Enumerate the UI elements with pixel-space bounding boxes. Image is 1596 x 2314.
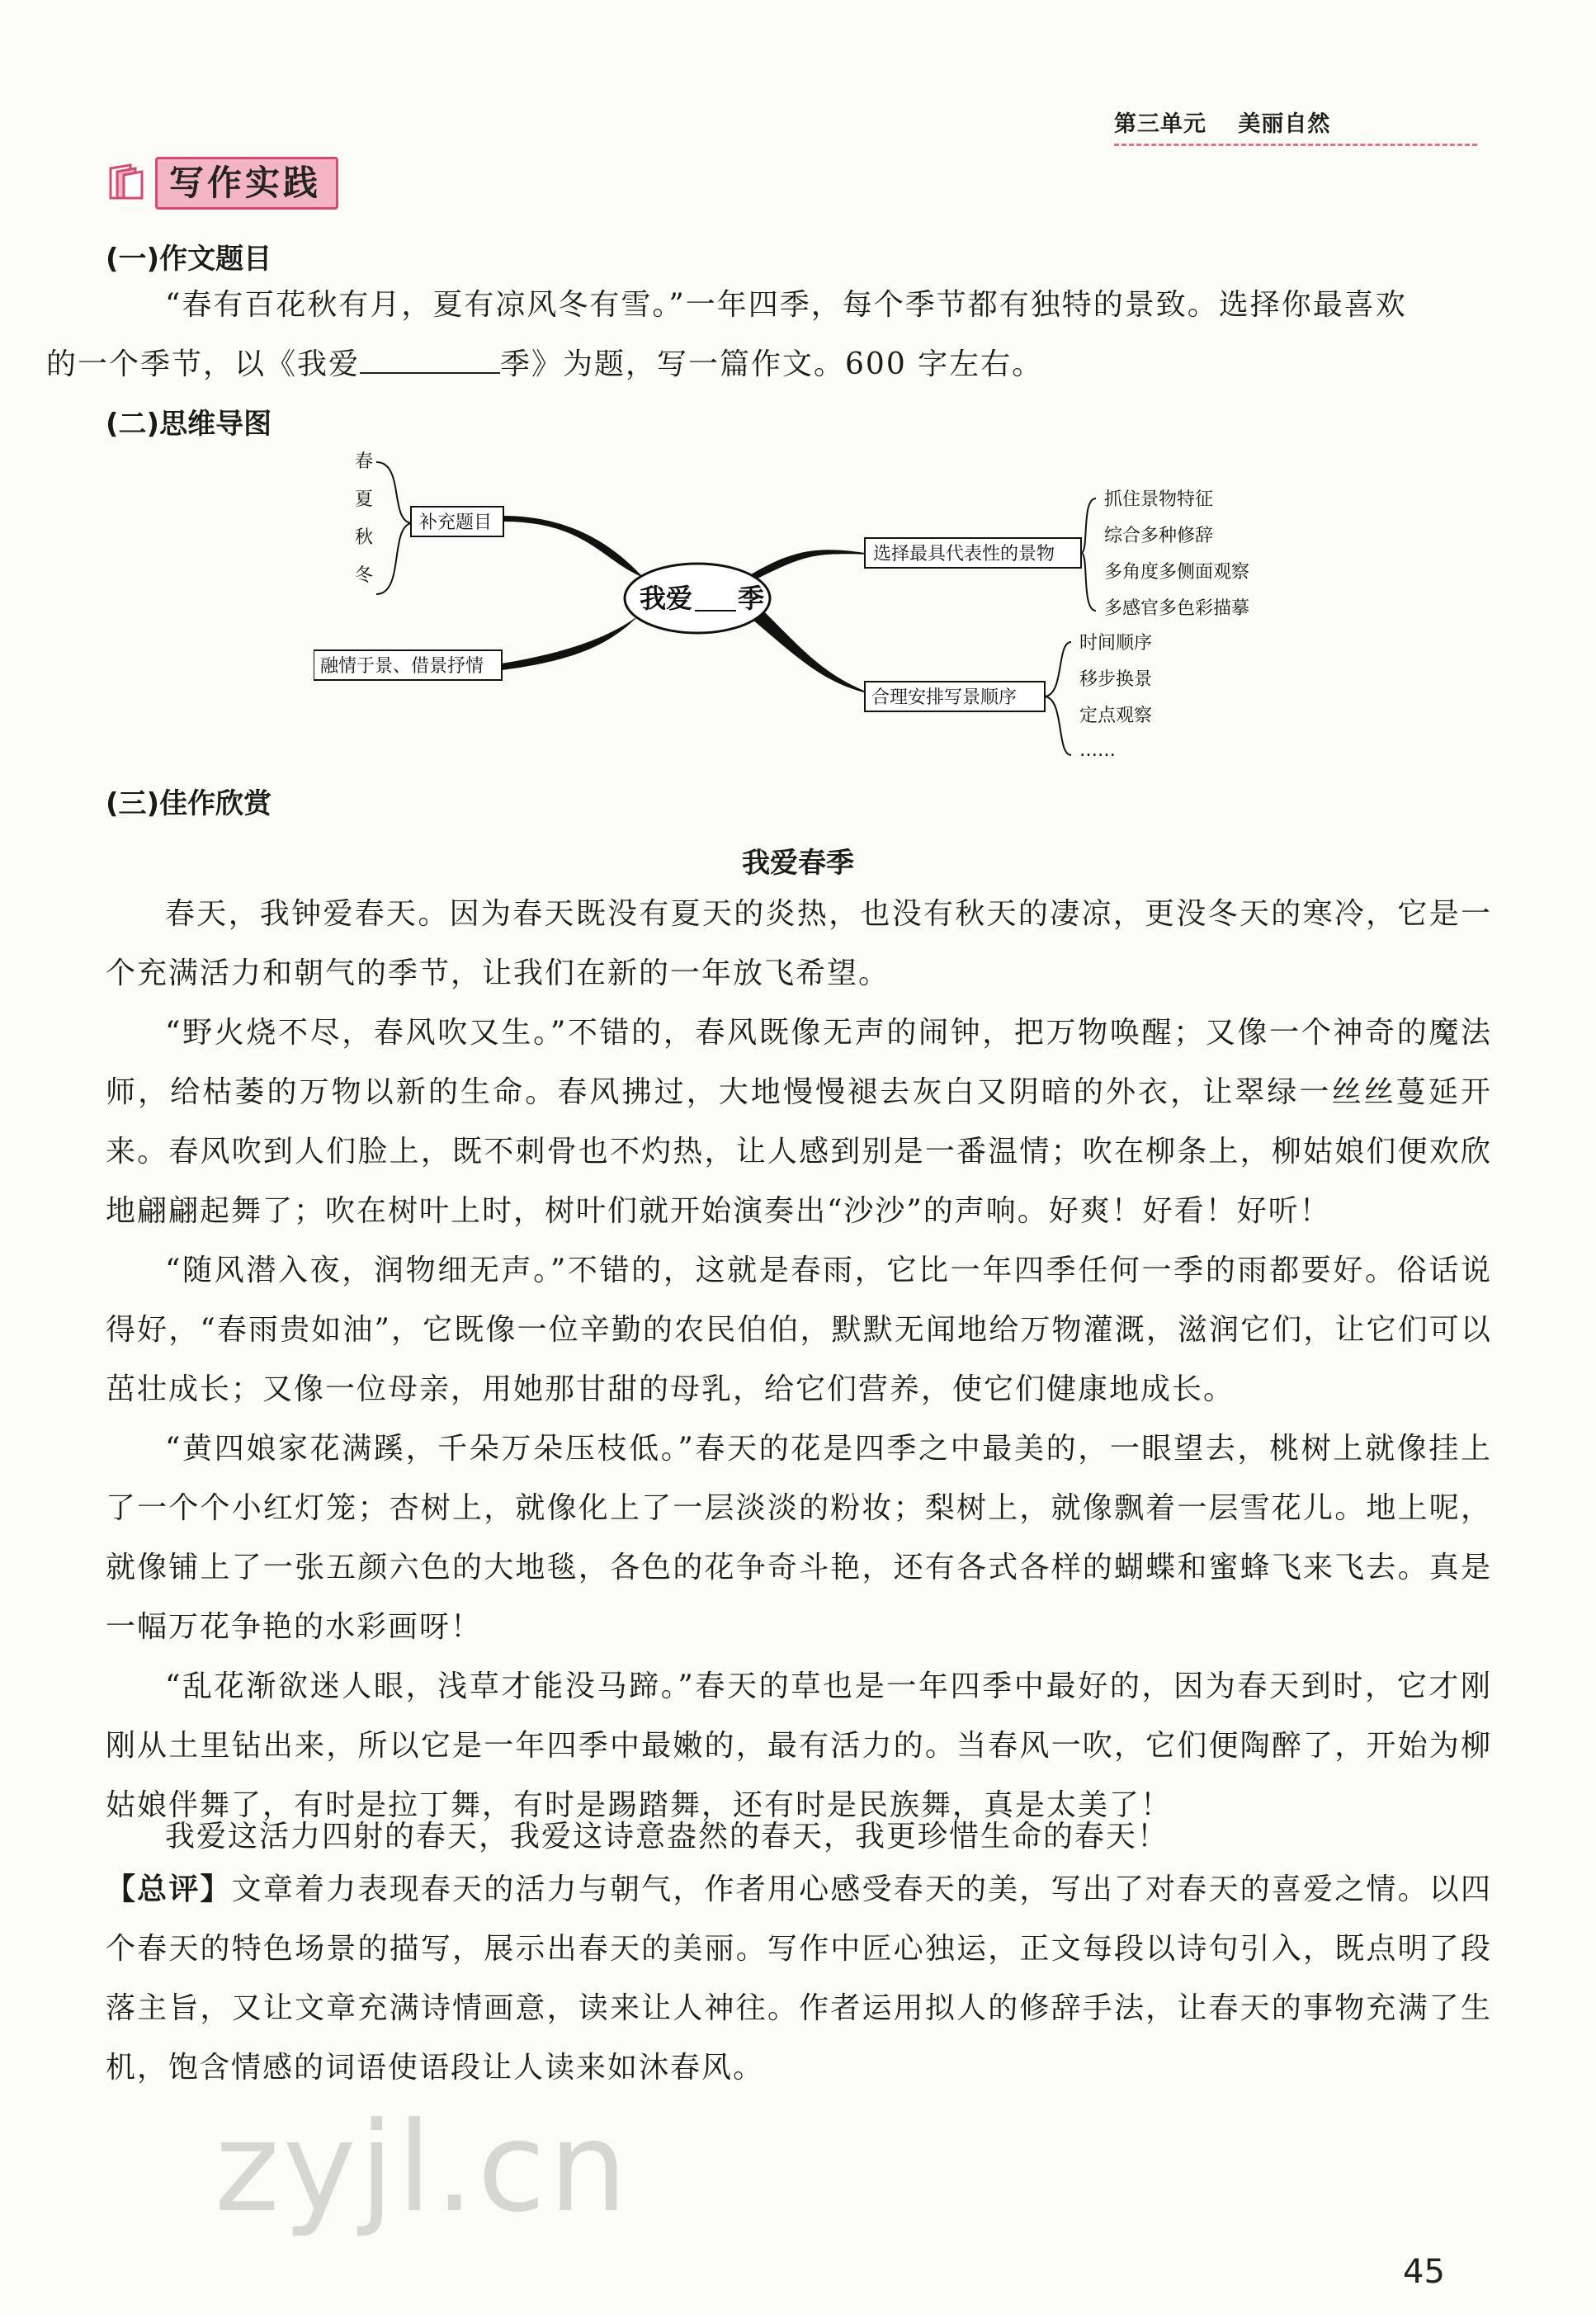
unit-theme: 美丽自然 [1238, 111, 1331, 137]
select-label: 选择最具代表性的景物 [873, 544, 1055, 564]
unit-header [1114, 106, 1477, 146]
topic-line-1: “春有百花秋有月，夏有凉风冬有雪。”一年四季，每个季节都有独特的景致。选择你最喜欢 [165, 288, 1407, 322]
topic-heading: (一)作文题目 [106, 243, 272, 276]
mindmap-heading: (二)思维导图 [106, 408, 272, 441]
arrange-label: 合理安排写景顺序 [871, 687, 1018, 708]
select-item-2: 综合多种修辞 [1104, 526, 1214, 546]
essay-paragraph-5: “乱花渐欲迷人眼，浅草才能没马蹄。”春天的草也是一年四季中最好的，因为春天到时，它才刚刚从土里钻出来，所以它是一年四季中最嫩的，最有活力的。当春风一吹，它们便陶醉了，开始为柳姑娘伴舞了，有时是拉丁舞，有时是踢踏舞，还有时是民族舞，真是太美了！ [106, 1669, 1492, 1822]
center-label-a: 我爱 [640, 583, 693, 614]
watermark: zyjl.cn [215, 2096, 631, 2240]
order-item-1: 时间顺序 [1079, 633, 1153, 654]
section-title: 写作实践 [155, 157, 338, 210]
page-number: 45 [1403, 2253, 1445, 2291]
comment-text: 文章着力表现春天的活力与朝气，作者用心感受春天的美，写出了对春天的喜爱之情。以四个春天的特色场景的描写，展示出春天的美丽。写作中匠心独运，正文每段以诗句引入，既点明了段落主旨，又让文章充满诗情画意，读来让人神往。作者运用拟人的修辞手法，让春天的事物充满了生机，饱含情感的词语使语段让人读来如沐春风。 [106, 1872, 1492, 2085]
season-4: 冬 [355, 565, 374, 586]
select-item-4: 多感官多色彩描摹 [1104, 598, 1250, 619]
supplement-label: 补充题目 [419, 512, 493, 533]
mind-map [314, 437, 1304, 767]
comment-tag: 【总评】 [106, 1872, 232, 1906]
order-item-4: …… [1079, 740, 1116, 761]
select-item-3: 多角度多侧面观察 [1104, 562, 1250, 583]
topic-text [46, 276, 1492, 394]
season-bracket-lower [376, 523, 411, 594]
topic-line-2b: 季》为题，写一篇作文。600 字左右。 [500, 347, 1044, 381]
select-item-1: 抓住景物特征 [1104, 489, 1214, 510]
overall-comment [106, 1860, 1492, 2098]
essay-paragraph-4: “黄四娘家花满蹊，千朵万朵压枝低。”春天的花是四季之中最美的，一眼望去，桃树上就像挂上了一个个小红灯笼；杏树上，就像化上了一层淡淡的粉妆；梨树上，就像飘着一层雪花儿。地上呢，就像铺上了一张五颜六色的大地毯，各色的花争奇斗艳，还有各式各样的蝴蝶和蜜蜂飞来飞去。真是一幅万花争艳的水彩画呀！ [106, 1432, 1492, 1644]
unit-number: 第三单元 [1114, 111, 1206, 137]
title-blank [360, 346, 500, 374]
season-3: 秋 [355, 527, 374, 548]
select-bracket [1081, 498, 1096, 611]
season-1: 春 [355, 451, 374, 472]
branch-select [743, 550, 875, 579]
essay-paragraph-3: “随风潜入夜，润物细无声。”不错的，这就是春雨，它比一年四季任何一季的雨都要好。俗话说得好，“春雨贵如油”，它既像一位辛勤的农民伯伯，默默无闻地给万物灌溉，滋润它们，让它们可以茁壮成长；又像一位母亲，用她那甘甜的母乳，给它们营养，使它们健康地成长。 [106, 1254, 1492, 1406]
topic-line-2a: 的一个季节，以《我爱 [46, 347, 361, 381]
season-bracket [376, 462, 411, 523]
center-label-b: 季 [738, 583, 765, 614]
season-2: 夏 [355, 489, 374, 510]
branch-supplement [503, 516, 644, 578]
section-badge [106, 157, 353, 205]
arrange-bracket [1045, 642, 1071, 755]
order-item-2: 移步换景 [1079, 669, 1153, 690]
essay-title: 我爱春季 [742, 847, 854, 880]
branch-arrange [747, 607, 875, 695]
order-item-3: 定点观察 [1079, 706, 1153, 726]
blend-label: 融情于景、借景抒情 [320, 656, 484, 677]
essay-paragraph-2: “野火烧不尽，春风吹又生。”不错的，春风既像无声的闹钟，把万物唤醒；又像一个神奇的魔法师，给枯萎的万物以新的生命。春风拂过，大地慢慢褪去灰白又阴暗的外衣，让翠绿一丝丝蔓延开来。春风吹到人们脸上，既不刺骨也不灼热，让人感到别是一番温情；吹在柳条上，柳姑娘们便欢欣地翩翩起舞了；吹在树叶上时，树叶们就开始演奏出“沙沙”的声响。好爽！好看！好听！ [106, 1016, 1492, 1228]
appreciation-heading: (三)佳作欣赏 [106, 787, 272, 820]
branch-blend [502, 615, 640, 670]
essay-paragraph-6: 我爱这活力四射的春天，我爱这诗意盎然的春天，我更珍惜生命的春天！ [165, 1820, 1169, 1854]
essay-paragraph-1: 春天，我钟爱春天。因为春天既没有夏天的炎热，也没有秋天的凄凉，更没冬天的寒冷，它是一个充满活力和朝气的季节，让我们在新的一年放飞希望。 [106, 897, 1492, 990]
book-icon [106, 162, 158, 201]
